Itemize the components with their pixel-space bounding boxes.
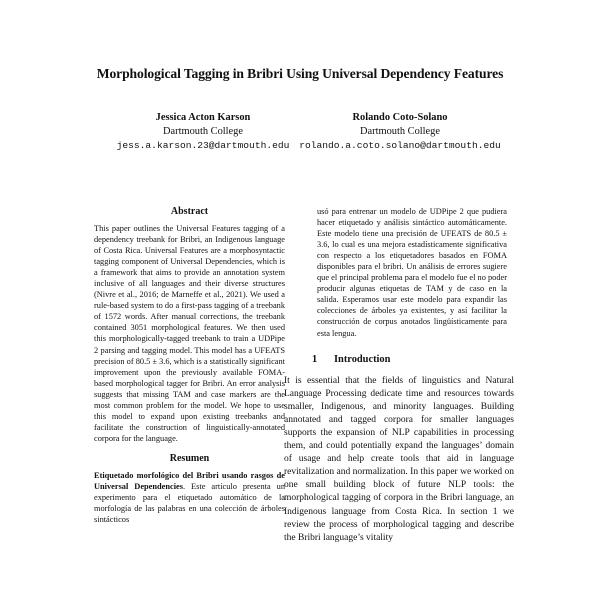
left-column	[88, 206, 291, 525]
section-title: Introduction	[334, 353, 391, 365]
abstract-heading: Abstract	[170, 206, 209, 217]
paper-title: Morphological Tagging in Bribri Using Universal Dependency Features	[96, 66, 504, 81]
resumen-text	[94, 470, 285, 525]
author-email: jess.a.karson.23@dartmouth.edu	[116, 140, 290, 151]
author-block-2	[285, 111, 515, 153]
section-number: 1	[312, 353, 318, 365]
author-block-1	[88, 111, 318, 153]
author-affiliation: Dartmouth College	[163, 126, 243, 137]
resumen-title: Etiquetado morfológico del Bribri usando rasgos de Universal Dependencies	[94, 470, 285, 491]
right-column	[284, 206, 514, 545]
resumen-continued: usó para entrenar un modelo de UDPipe 2 que pudiera hacer etiquetado y análisis sintáctico automáticamente. Este modelo tiene una precisión de UFEATS de 80.5 ± 3.6, lo cual es una mejora estadísticamente significativa con respecto a los etiquetadores basados en FOMA disponibles para el bribri. Un análisis de errores sugiere que el principal problema para el modelo fue el no poder producir algunas etiquetas de TAM y de caso en la salida. Esperamos usar este modelo para expandir las colecciones de árboles ya existentes, y así facilitar la construcción de corpus anotados lingüísticamente para esta lengua.	[317, 207, 507, 338]
abstract-text: This paper outlines the Universal Features tagging of a dependency treebank for Bribri, an Indigenous language of Costa Rica. Universal Features are a morphosyntactic tagging component of Universal Dependencies, which is a framework that aims to provide an annotation system inclusive of all languages and their diverse structures (Nivre et al., 2016; de Marneffe et al., 2021). We used a rule-based system to do a first-pass tagging of a treebank of 1572 words. After manual corrections, the treebank contained 3051 morphological features. We then used this morphologically-tagged treebank to train a UDPipe 2 parsing and tagging model. This model has a UFEATS precision of 80.5 ± 3.6, which is a statistically significant improvement upon the previously available FOMA-based morphological tagger for Bribri. An error analysis suggests that missing TAM and case markers are the most common problem for the model. We hope to use this model to expand upon existing treebanks and facilitate the construction of linguistically-annotated corpora for the language.	[94, 224, 285, 443]
author-name: Rolando Coto-Solano	[352, 112, 448, 123]
introduction-text: It is essential that the fields of linguistics and Natural Language Processing dedicate time and resources towards smaller, Indigenous, and minority languages. Building annotated and tagged corpora for smaller languages supports the expansion of NLP capabilities in processing them, and could potentially expand the languages’ domain of usage and help create tools that aid in language revitalization and normalization. In this paper we worked on one small building block of future NLP tools: the morphological tagging of corpora in the Bribri language, an Indigenous language from Costa Rica. In section 1 we review the process of morphological tagging and describe the Bribri language’s vitality	[284, 375, 514, 543]
section-heading	[312, 354, 512, 365]
author-affiliation: Dartmouth College	[360, 126, 440, 137]
resumen-heading: Resumen	[169, 452, 210, 464]
resumen-body: . Este artículo presenta un experimento para el etiquetado automático de la morfología de las palabras en una colección de árboles sintácticos	[94, 481, 286, 525]
author-email: rolando.a.coto.solano@dartmouth.edu	[299, 140, 501, 151]
author-name: Jessica Acton Karson	[155, 112, 251, 123]
